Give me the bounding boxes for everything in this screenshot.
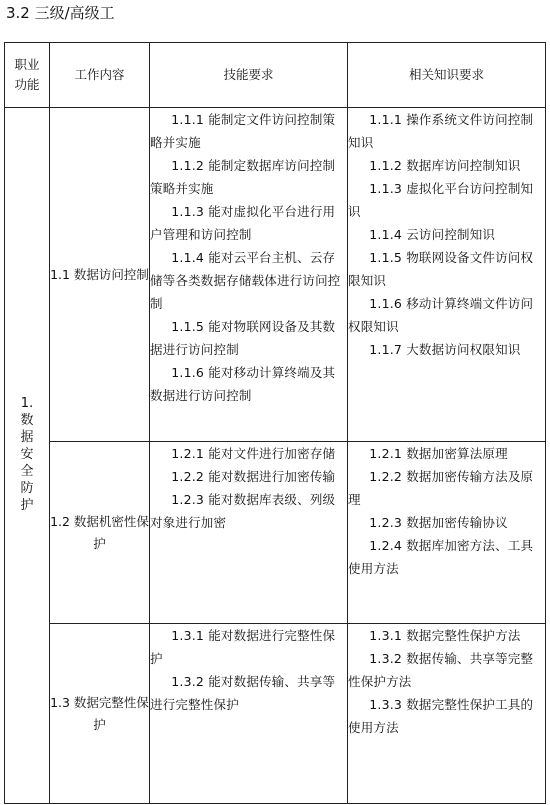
header-work: 工作内容	[50, 43, 150, 108]
list-item: 1.2.4 数据库加密方法、工具使用方法	[348, 538, 534, 576]
work-content-cell: 1.1 数据访问控制	[50, 108, 150, 442]
list-item: 1.2.2 数据加密传输方法及原理	[348, 469, 534, 507]
header-skill: 技能要求	[150, 43, 348, 108]
list-item: 1.1.6 移动计算终端文件访问权限知识	[348, 296, 534, 334]
list-item: 1.1.1 操作系统文件访问控制知识	[348, 112, 534, 150]
list-item: 1.1.1 能制定文件访问控制策略并实施	[150, 112, 336, 150]
table-row	[5, 108, 546, 442]
knowledge-list	[348, 442, 546, 624]
list-item: 1.1.3 能对虚拟化平台进行用户管理和访问控制	[150, 204, 336, 242]
list-item: 1.1.2 数据库访问控制知识	[369, 158, 521, 173]
list-item: 1.1.4 能对云平台主机、云存储等各类数据存储载体进行访问控制	[150, 250, 341, 311]
table-row	[5, 442, 546, 624]
list-item: 1.1.5 物联网设备文件访问权限知识	[348, 250, 534, 288]
header-func: 职业功能	[5, 43, 50, 108]
list-item: 1.2.1 数据加密算法原理	[369, 446, 508, 461]
list-item: 1.2.1 能对文件进行加密存储	[171, 446, 336, 461]
list-item: 1.2.3 数据加密传输协议	[369, 515, 508, 530]
skill-requirements-table	[4, 42, 546, 804]
work-content-cell: 1.3 数据完整性保护	[50, 624, 150, 804]
section-heading: 3.2 三级/高级工	[6, 4, 115, 22]
work-content-cell: 1.2 数据机密性保护	[50, 442, 150, 624]
function-cell	[5, 108, 50, 804]
list-item: 1.1.3 虚拟化平台访问控制知识	[348, 181, 534, 219]
table-header-row	[5, 43, 546, 108]
skill-list	[150, 624, 348, 804]
knowledge-list	[348, 624, 546, 804]
list-item: 1.3.1 能对数据进行完整性保护	[150, 628, 336, 666]
header-know: 相关知识要求	[348, 43, 546, 108]
list-item: 1.2.3 能对数据库表级、列级对象进行加密	[150, 492, 336, 530]
function-name: 1. 数据安全防护	[20, 396, 34, 513]
list-item: 1.3.3 数据完整性保护工具的使用方法	[348, 697, 534, 735]
knowledge-list	[348, 108, 546, 442]
list-item: 1.1.4 云访问控制知识	[369, 227, 496, 242]
skill-list	[150, 442, 348, 624]
list-item: 1.3.2 能对数据传输、共享等进行完整性保护	[150, 674, 336, 712]
list-item: 1.1.5 能对物联网设备及其数据进行访问控制	[150, 319, 336, 357]
list-item: 1.1.7 大数据访问权限知识	[369, 342, 521, 357]
list-item: 1.1.6 能对移动计算终端及其数据进行访问控制	[150, 365, 336, 403]
list-item: 1.3.2 数据传输、共享等完整性保护方法	[348, 651, 534, 689]
list-item: 1.2.2 能对数据进行加密传输	[171, 469, 336, 484]
table-row	[5, 624, 546, 804]
list-item: 1.3.1 数据完整性保护方法	[369, 628, 521, 643]
list-item: 1.1.2 能制定数据库访问控制策略并实施	[150, 158, 336, 196]
skill-list	[150, 108, 348, 442]
